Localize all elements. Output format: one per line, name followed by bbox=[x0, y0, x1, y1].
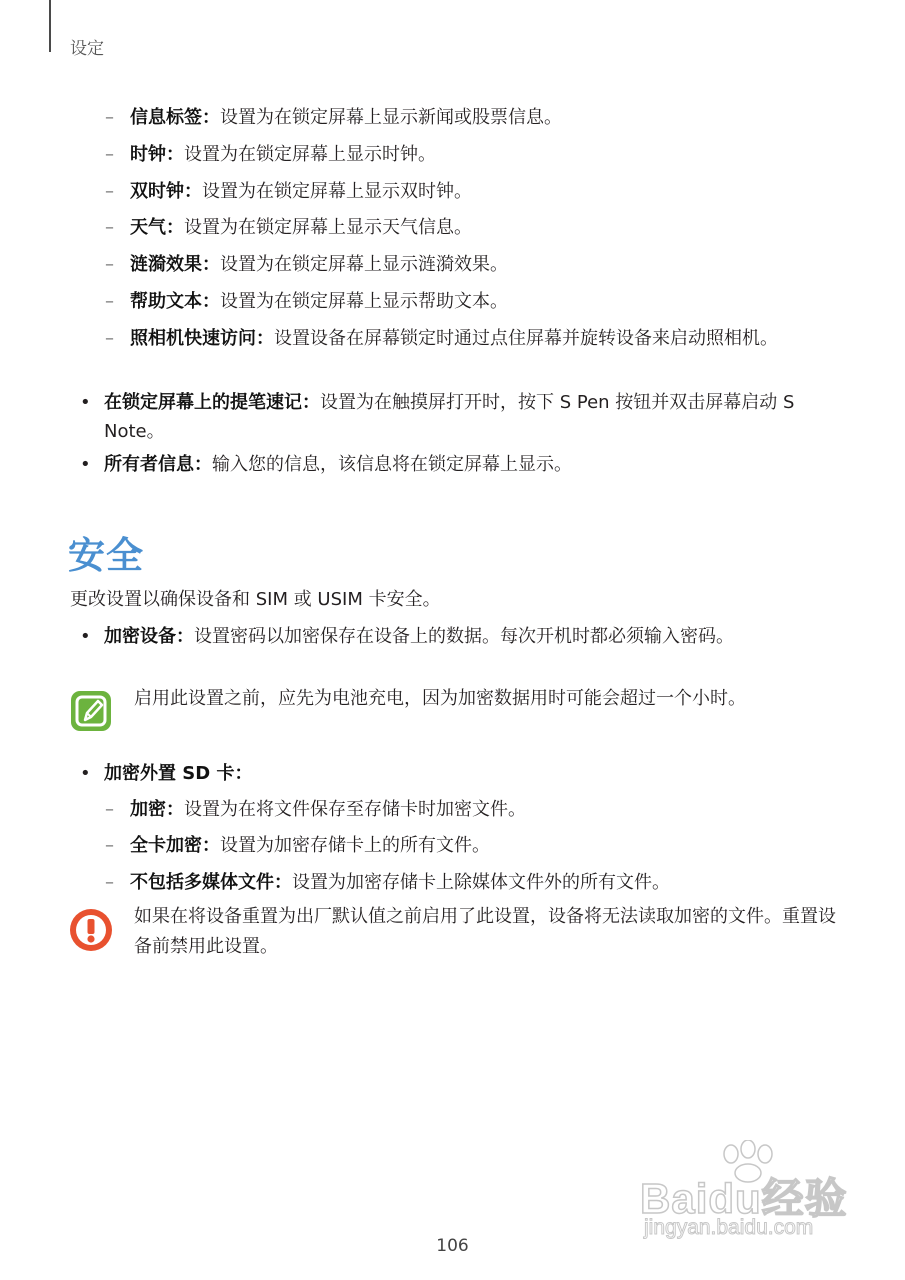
item-description: 设置为在锁定屏幕上显示时钟。 bbox=[184, 144, 436, 165]
header-rule bbox=[49, 0, 51, 52]
note-pencil-icon bbox=[69, 689, 113, 733]
item-term: 涟漪效果 bbox=[130, 254, 202, 275]
watermark-url: jingyan.baidu.com bbox=[644, 1216, 814, 1239]
dash-mark: – bbox=[105, 328, 114, 349]
item-description: 设置为在锁定屏幕上显示帮助文本。 bbox=[220, 291, 508, 312]
dash-mark: – bbox=[105, 107, 114, 128]
item-separator: ： bbox=[184, 181, 202, 202]
list-item-encrypt bbox=[105, 796, 845, 823]
dash-mark: – bbox=[105, 872, 114, 893]
item-separator: ： bbox=[302, 392, 320, 413]
bullet-mark: • bbox=[80, 626, 91, 647]
item-description: 设置为加密存储卡上的所有文件。 bbox=[220, 835, 490, 856]
bullet-mark: • bbox=[80, 763, 91, 784]
list-item-dual-clock bbox=[105, 178, 845, 205]
dash-mark: – bbox=[105, 291, 114, 312]
item-separator: ： bbox=[202, 291, 220, 312]
item-description: 设置为在锁定屏幕上显示双时钟。 bbox=[202, 181, 472, 202]
bullet-encrypt-device bbox=[80, 622, 810, 651]
item-term: 照相机快速访问 bbox=[130, 328, 256, 349]
item-term: 在锁定屏幕上的提笔速记 bbox=[104, 392, 302, 413]
bullet-mark: • bbox=[80, 454, 91, 475]
watermark bbox=[640, 1140, 860, 1250]
item-separator: ： bbox=[166, 217, 184, 238]
section-intro: 更改设置以确保设备和 SIM 或 USIM 卡安全。 bbox=[70, 589, 441, 610]
item-term: 加密设备 bbox=[104, 626, 176, 647]
item-term: 天气 bbox=[130, 217, 166, 238]
item-description: 设置为在将文件保存至存储卡时加密文件。 bbox=[184, 799, 526, 820]
item-description: 设置为加密存储卡上除媒体文件外的所有文件。 bbox=[292, 872, 670, 893]
item-separator: ： bbox=[202, 107, 220, 128]
item-description: 设置为在锁定屏幕上显示天气信息。 bbox=[184, 217, 472, 238]
item-separator: ： bbox=[176, 626, 194, 647]
warning-text: 如果在将设备重置为出厂默认值之前启用了此设置，设备将无法读取加密的文件。重置设备前禁用此设置。 bbox=[134, 906, 836, 957]
item-description: 设置为在触摸屏打开时，按下 S Pen 按钮并双击屏幕启动 S Note。 bbox=[104, 392, 795, 442]
list-item-help-text bbox=[105, 288, 845, 315]
note-text: 启用此设置之前，应先为电池充电，因为加密数据用时可能会超过一个小时。 bbox=[134, 688, 746, 709]
item-description: 设置密码以加密保存在设备上的数据。每次开机时都必须输入密码。 bbox=[194, 626, 734, 647]
item-term: 加密 bbox=[130, 799, 166, 820]
item-description: 设置设备在屏幕锁定时通过点住屏幕并旋转设备来启动照相机。 bbox=[274, 328, 778, 349]
list-item-camera-shortcut bbox=[105, 325, 825, 352]
item-separator: ： bbox=[256, 328, 274, 349]
warning-exclamation-icon bbox=[68, 907, 114, 953]
page-number: 106 bbox=[436, 1236, 469, 1256]
item-separator: ： bbox=[166, 144, 184, 165]
list-item-news-ticker bbox=[105, 104, 845, 131]
dash-mark: – bbox=[105, 835, 114, 856]
header-title: 设定 bbox=[70, 39, 104, 59]
item-description: 设置为在锁定屏幕上显示新闻或股票信息。 bbox=[220, 107, 562, 128]
item-term: 双时钟 bbox=[130, 181, 184, 202]
item-term: 加密外置 SD 卡 bbox=[104, 763, 235, 784]
list-item-clock bbox=[105, 141, 845, 168]
item-term: 所有者信息 bbox=[104, 454, 194, 475]
item-description: 设置为在锁定屏幕上显示涟漪效果。 bbox=[220, 254, 508, 275]
item-term: 帮助文本 bbox=[130, 291, 202, 312]
item-term: 全卡加密 bbox=[130, 835, 202, 856]
list-item-ripple-effect bbox=[105, 251, 845, 278]
dash-mark: – bbox=[105, 799, 114, 820]
list-item-full-card-encryption bbox=[105, 832, 845, 859]
bullet-owner-info bbox=[80, 450, 840, 479]
item-term: 时钟 bbox=[130, 144, 166, 165]
item-separator: ： bbox=[234, 763, 253, 784]
item-description: 输入您的信息，该信息将在锁定屏幕上显示。 bbox=[212, 454, 572, 475]
item-separator: ： bbox=[274, 872, 292, 893]
bullet-action-memo bbox=[80, 388, 835, 446]
dash-mark: – bbox=[105, 181, 114, 202]
dash-mark: – bbox=[105, 217, 114, 238]
item-term: 信息标签 bbox=[130, 107, 202, 128]
dash-mark: – bbox=[105, 144, 114, 165]
list-item-weather bbox=[105, 214, 845, 241]
item-separator: ： bbox=[202, 254, 220, 275]
watermark-brand: Baidu经验 bbox=[640, 1175, 848, 1222]
dash-mark: – bbox=[105, 254, 114, 275]
section-heading: 安全 bbox=[68, 534, 144, 577]
bullet-encrypt-sd-card bbox=[80, 759, 840, 788]
item-term: 不包括多媒体文件 bbox=[130, 872, 274, 893]
bullet-mark: • bbox=[80, 392, 91, 413]
list-item-exclude-multimedia bbox=[105, 869, 845, 896]
item-separator: ： bbox=[166, 799, 184, 820]
item-separator: ： bbox=[202, 835, 220, 856]
item-separator: ： bbox=[194, 454, 212, 475]
